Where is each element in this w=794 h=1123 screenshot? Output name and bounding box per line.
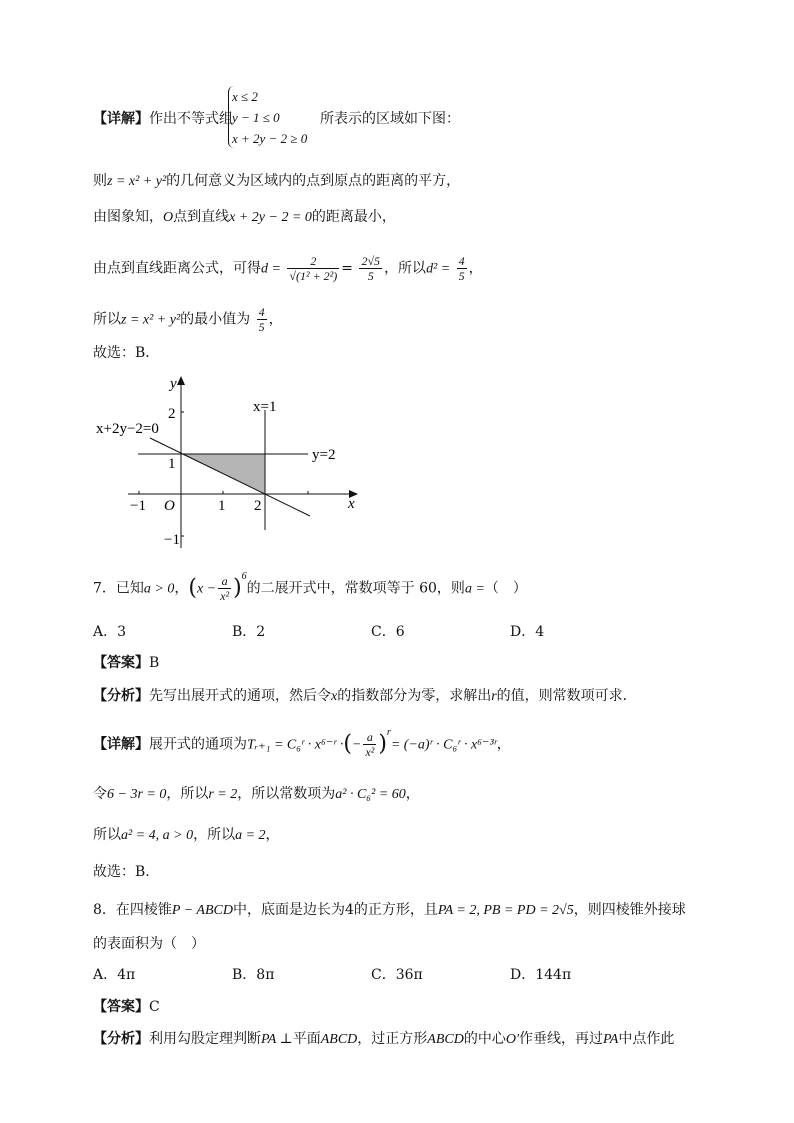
q8-answer [93, 997, 160, 1017]
math-expr: PA [603, 1032, 619, 1047]
math-expr: O′ [505, 1032, 520, 1047]
x-tick-neg1: −1 [130, 498, 146, 514]
text: 中点作此 [618, 1031, 675, 1047]
text: 8．在四棱锥 [93, 902, 172, 918]
text: 作垂线，再过 [519, 1031, 604, 1047]
y-tick-2: 2 [168, 406, 176, 422]
math-cond: a > 0 [143, 581, 175, 597]
detail-lead: 作出不等式组 [149, 111, 233, 127]
frac-den: x² [365, 745, 375, 759]
label-slant: x+2y−2=0 [96, 421, 159, 437]
equals: = [341, 260, 354, 277]
text: 的二展开式中，常数项等于 60，则 [246, 580, 465, 597]
ineq-1: x ≤ 2 [232, 89, 258, 104]
y-arrow [177, 376, 185, 385]
text: 所以 [93, 827, 121, 843]
text: （ ） [484, 580, 527, 597]
math-expr: r = 2 [208, 787, 238, 802]
q7-line4: 故选：B. [93, 864, 150, 880]
text: 的几何意义为区域内的点到原点的距离的平方， [166, 173, 461, 189]
text: ，过正方形 [357, 1031, 428, 1047]
q7-option-b: B．2 [232, 624, 266, 640]
math-expr: PA ⊥ [261, 1032, 293, 1047]
line-5 [93, 305, 283, 334]
frac-den: 5 [367, 269, 374, 283]
q8-option-d: D．144π [510, 967, 572, 983]
text: ， [405, 786, 420, 802]
text: 由点到直线距离公式，可得 [93, 260, 261, 277]
text: ，所以 [193, 827, 236, 843]
frac-num: 2 [287, 254, 339, 269]
math-o: O [163, 210, 174, 225]
detail-tag: 【详解】 [93, 736, 149, 753]
detail-tail: 所表示的区域如下图： [320, 111, 460, 127]
text: ，所以 [166, 786, 209, 802]
text: ，所以 [384, 260, 427, 277]
text: ， [496, 736, 511, 753]
q8-options [93, 965, 571, 985]
q7-answer [93, 653, 159, 673]
q8-option-a: A．4π [93, 967, 136, 983]
detail-tag: 【详解】 [93, 111, 149, 127]
text: 令 [93, 786, 107, 802]
label-x1: x=1 [253, 399, 277, 415]
math-expr: = (−a)ʳ · C₆ʳ · x⁶⁻³ʳ [390, 737, 497, 753]
y-tick-neg1: −1 [164, 532, 180, 548]
math-r: r [491, 689, 497, 704]
math-expr: a² · C₆² = 60 [335, 787, 406, 802]
text: 7．已知 [93, 580, 144, 597]
math-expr: a² = 4, a > 0 [121, 828, 194, 843]
text: ， [174, 580, 189, 597]
x-tick-2: 2 [254, 498, 262, 514]
text: 的值，则常数项可求． [496, 688, 637, 704]
y-axis-label: y [170, 376, 177, 392]
q7-options [93, 622, 544, 642]
paren-close: ) [233, 575, 242, 601]
fraction [218, 574, 231, 603]
region-graph [90, 370, 380, 555]
text: ， [268, 311, 283, 328]
answer-tag: 【答案】 [93, 655, 149, 671]
frac-num: 2√5 [361, 254, 381, 268]
text: 所以 [93, 311, 121, 328]
frac-den: 5 [258, 320, 265, 334]
q7-line2 [93, 784, 420, 805]
line-6: 故选：B． [93, 345, 160, 361]
q7-option-a: A．3 [93, 624, 127, 640]
text: 的中心 [463, 1031, 506, 1047]
frac-den: x² [220, 589, 230, 603]
math-ask: a = [464, 581, 485, 597]
minus: − [351, 737, 362, 753]
answer-value: C [149, 999, 160, 1015]
fraction [257, 305, 267, 334]
math-expr: x − [196, 581, 217, 597]
fraction [287, 254, 339, 283]
q7-line3 [93, 825, 280, 846]
frac-num: 4 [258, 305, 265, 319]
math-expr: PA = 2, PB = PD = 2√5 [437, 903, 574, 918]
inequality-system [232, 86, 307, 149]
exponent-r: r [386, 726, 391, 738]
detail-line-1 [93, 109, 233, 129]
text: 中，底面是边长为4的正方形，且 [232, 902, 438, 918]
y-tick-1: 1 [168, 456, 176, 472]
math-expr: x + 2y − 2 = 0 [229, 210, 312, 225]
q8-stem [93, 900, 686, 921]
exponent: 6 [241, 570, 247, 582]
q8-analysis [93, 1029, 674, 1050]
line-3 [93, 207, 396, 228]
text: 点到直线 [173, 209, 230, 225]
line-2 [93, 171, 460, 192]
text: 的指数部分为零，求解出 [337, 688, 492, 704]
q7-analysis [93, 686, 637, 707]
x-axis-label: x [348, 496, 355, 512]
text: ，所以常数项为 [237, 786, 336, 802]
math-expr: ABCD [427, 1032, 464, 1047]
label-y2: y=2 [312, 447, 336, 463]
q8-option-c: C．36π [371, 967, 423, 983]
math-expr: ABCD [320, 1032, 358, 1047]
frac-num: a [363, 730, 376, 745]
text: 平面 [292, 1031, 321, 1047]
origin-label: O [164, 498, 175, 514]
answer-value: B [149, 655, 160, 671]
frac-den: √(1² + 2²) [289, 269, 338, 283]
q7-option-d: D．4 [510, 624, 545, 640]
text: ，则四棱锥外接球 [573, 902, 686, 918]
analysis-tag: 【分析】 [93, 688, 149, 704]
math-d2: d² = [426, 261, 451, 277]
q7-stem [93, 570, 527, 603]
text: 先写出展开式的通项，然后令 [149, 688, 331, 704]
ineq-3: x + 2y − 2 ≥ 0 [232, 131, 308, 146]
math-x: x [331, 689, 338, 704]
text: 展开式的通项为 [149, 736, 247, 753]
text: 由图象知， [93, 209, 163, 225]
text: 的最小值为 [180, 311, 251, 328]
x-tick-1: 1 [218, 498, 226, 514]
line-4 [93, 254, 483, 283]
q7-option-c: C．6 [371, 624, 405, 640]
text: ， [468, 260, 483, 277]
fraction [457, 254, 467, 283]
math-expr: a = 2 [235, 828, 266, 843]
math-expr: P − ABCD [171, 903, 233, 918]
q7-detail [93, 726, 511, 759]
text: 则 [93, 173, 107, 189]
math-expr: z = x² + y² [107, 174, 167, 189]
q8-option-b: B．8π [232, 967, 275, 983]
math-expr: Tᵣ₊₁ = C₆ʳ · x⁶⁻ʳ · [247, 737, 344, 753]
paren-open: ( [188, 575, 197, 601]
q8-stem2: 的表面积为（ ） [93, 936, 205, 952]
frac-num: 4 [458, 254, 465, 268]
fraction [359, 254, 382, 283]
frac-den: 5 [458, 269, 465, 283]
math-d: d = [261, 261, 281, 277]
ineq-2: y − 1 ≤ 0 [232, 110, 280, 125]
frac-num: a [218, 574, 231, 589]
answer-tag: 【答案】 [93, 999, 149, 1015]
text: 利用勾股定理判断 [149, 1031, 261, 1047]
analysis-tag: 【分析】 [93, 1031, 149, 1047]
paren-open: ( [343, 731, 352, 757]
text: 的距离最小， [311, 209, 396, 225]
math-expr: 6 − 3r = 0 [107, 787, 167, 802]
paren-close: ) [378, 731, 387, 757]
text: ， [265, 827, 280, 843]
math-expr: z = x² + y² [121, 312, 181, 328]
fraction [363, 730, 376, 759]
